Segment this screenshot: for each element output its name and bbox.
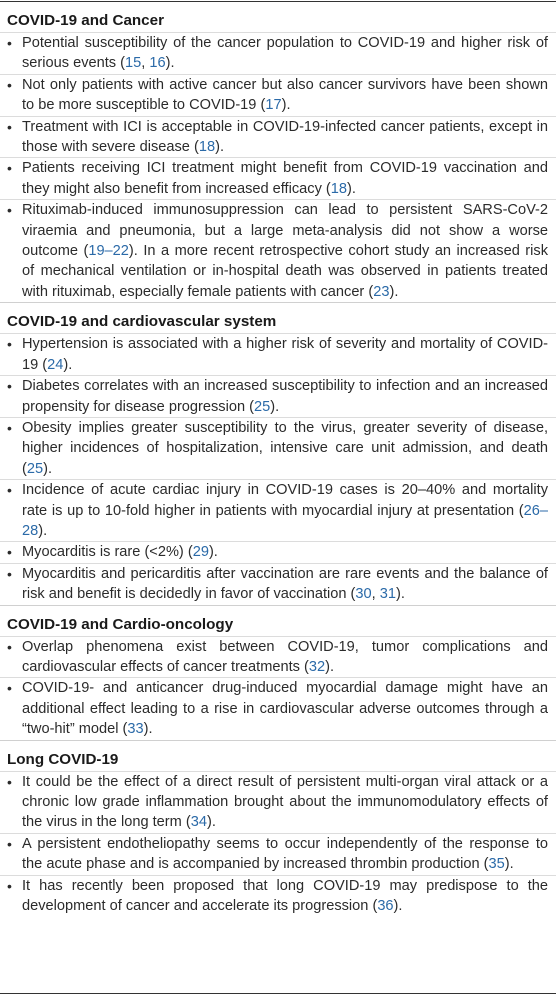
row-text: Obesity implies greater susceptibility to the virus, greater severity of disease, higher incidences of hospitalization, intensive care unit admission, and death ( xyxy=(22,419,548,477)
section-heading: COVID-19 and Cancer xyxy=(7,12,164,29)
table-row xyxy=(0,677,556,739)
row-text: It could be the effect of a direct result of persistent multi-organ viral attack or a chronic low grade inflammation brought about the immunomodulatory effects of the virus in the long term ( xyxy=(22,773,548,831)
bullet-marker: • xyxy=(7,202,12,219)
row-text-tail: ). xyxy=(165,55,175,72)
bullet-marker: • xyxy=(7,160,12,177)
reference-link[interactable]: 24 xyxy=(47,356,64,373)
reference-link[interactable]: 19–22 xyxy=(88,243,129,260)
row-text-tail: ). xyxy=(38,522,48,539)
bullet-marker: • xyxy=(7,680,12,697)
row-text: Myocarditis and pericarditis after vaccination are rare events and the balance of risk and benefit is decidedly in favor of vaccination ( xyxy=(22,565,548,603)
section-heading: Long COVID-19 xyxy=(7,750,119,768)
reference-link[interactable]: 33 xyxy=(127,721,144,738)
bullet-marker: • xyxy=(7,482,12,499)
table-row: • Potential susceptibility of the cancer population to COVID-19 and higher risk of serious events (15, 16). xyxy=(0,32,556,74)
table-row: • Myocarditis and pericarditis after vaccination are rare events and the balance of risk and benefit is decidedly in favor of vaccination (30, 31). xyxy=(0,563,556,605)
row-text-tail: ). xyxy=(325,658,335,675)
reference-link[interactable]: 18 xyxy=(198,139,216,156)
row-text: Myocarditis is rare (<2%) ( xyxy=(22,544,193,561)
row-text-tail: ). xyxy=(208,544,218,561)
row-text-tail: ). In a more recent retrospective cohort study an increased risk of mechanical ventilation or in-hospital death was observed in patients treated with rituximab, especially female patients with cancer ( xyxy=(22,243,549,300)
bullet-marker: • xyxy=(7,378,12,395)
bullet-marker: • xyxy=(7,419,12,436)
reference-link[interactable]: 32 xyxy=(308,658,326,675)
table-row xyxy=(0,157,556,199)
table-bottom-rule xyxy=(0,993,556,994)
reference-link[interactable]: 16 xyxy=(149,55,166,72)
reference-link[interactable]: 30 xyxy=(355,586,372,603)
row-text: Incidence of acute cardiac injury in COVID-19 cases is 20–40% and mortality rate is up to 10-fold higher in patients with myocardial injury at presentation ( xyxy=(22,482,548,519)
reference-link[interactable]: 34 xyxy=(190,814,207,831)
row-text-tail: ). xyxy=(270,398,280,415)
bullet-marker: • xyxy=(7,336,12,353)
reference-link[interactable]: 18 xyxy=(330,180,348,197)
row-text-tail: ). xyxy=(143,721,153,738)
row-text: Patients receiving ICI treatment might benefit from COVID-19 vaccination and they might also benefit from increased efficacy ( xyxy=(22,160,548,197)
row-text-tail: ). xyxy=(43,460,53,477)
table-row xyxy=(0,333,556,375)
table-body xyxy=(0,2,556,916)
bullet-marker: • xyxy=(7,565,12,582)
bullet-marker: • xyxy=(7,76,12,93)
row-text-tail: ). xyxy=(389,283,399,300)
table-row xyxy=(0,417,556,479)
table-row xyxy=(0,833,556,875)
table-row xyxy=(0,541,556,562)
row-text: Not only patients with active cancer but also cancer survivors have been shown to be more susceptible to COVID-19 ( xyxy=(22,76,548,114)
row-text: Potential susceptibility of the cancer population to COVID-19 and higher risk of serious events ( xyxy=(22,35,548,72)
table-row xyxy=(0,875,556,917)
row-text-tail: ). xyxy=(395,586,405,603)
row-text-tail: ). xyxy=(281,97,291,114)
table-row xyxy=(0,636,556,678)
table-section xyxy=(0,741,556,917)
row-text-tail: ). xyxy=(215,139,224,156)
reference-link[interactable]: 31 xyxy=(379,586,396,603)
bullet-marker: • xyxy=(7,544,12,561)
row-text-tail: ). xyxy=(393,898,403,915)
bullet-marker: • xyxy=(7,118,12,135)
bullet-marker: • xyxy=(7,835,12,852)
table-row xyxy=(0,479,556,541)
table-row xyxy=(0,771,556,833)
reference-link[interactable]: 35 xyxy=(488,856,505,873)
reference-link[interactable]: 26–28 xyxy=(22,502,548,539)
bullet-marker: • xyxy=(7,877,12,894)
table-section xyxy=(0,606,556,741)
row-text-tail: ). xyxy=(347,180,356,197)
row-text: Diabetes correlates with an increased susceptibility to infection and an increased propensity for disease progression ( xyxy=(22,378,548,415)
row-text: A persistent endotheliopathy seems to occur independently of the response to the acute phase and is accompanied by increased thrombin production ( xyxy=(22,835,548,873)
table-section xyxy=(0,303,556,605)
row-text-tail: ). xyxy=(504,856,514,873)
bullet-marker: • xyxy=(7,773,12,790)
row-text: It has recently been proposed that long COVID-19 may predispose to the development of cancer and accelerate its progression ( xyxy=(22,877,548,915)
reference-link[interactable]: 36 xyxy=(377,898,394,915)
row-text: Hypertension is associated with a higher risk of severity and mortality of COVID-19 ( xyxy=(22,336,548,373)
reference-link[interactable]: 25 xyxy=(254,398,271,415)
reference-link[interactable]: 15 xyxy=(125,55,142,72)
section-heading: COVID-19 and Cardio-oncology xyxy=(7,615,234,633)
reference-link[interactable]: 29 xyxy=(192,544,209,561)
row-text-tail: ). xyxy=(63,356,73,373)
table-row xyxy=(0,375,556,417)
row-text: Treatment with ICI is acceptable in COVID-19-infected cancer patients, except in those with severe disease ( xyxy=(22,118,548,156)
bullet-marker: • xyxy=(7,638,12,655)
row-text: Rituximab-induced immunosuppression can lead to persistent SARS-CoV-2 viraemia and pneumonia, but a large meta-analysis did not show a worse outcome ( xyxy=(22,202,548,260)
table-row xyxy=(0,116,556,158)
row-text-tail: ). xyxy=(206,814,216,831)
reference-link[interactable]: 17 xyxy=(265,97,282,114)
reference-link[interactable]: 23 xyxy=(373,283,390,300)
bullet-marker: • xyxy=(7,35,12,51)
table-row xyxy=(0,199,556,302)
section-heading: COVID-19 and cardiovascular system xyxy=(7,313,277,331)
table-row xyxy=(0,74,556,116)
row-text: Overlap phenomena exist between COVID-19, tumor complications and cardiovascular effects of cancer treatments ( xyxy=(22,638,548,675)
reference-link[interactable]: 25 xyxy=(26,460,44,477)
row-text: COVID-19- and anticancer drug-induced myocardial damage might have an additional effect leading to a rise in cardiovascular adverse outcomes through a “two-hit” model ( xyxy=(22,680,548,738)
table-section xyxy=(0,2,556,303)
